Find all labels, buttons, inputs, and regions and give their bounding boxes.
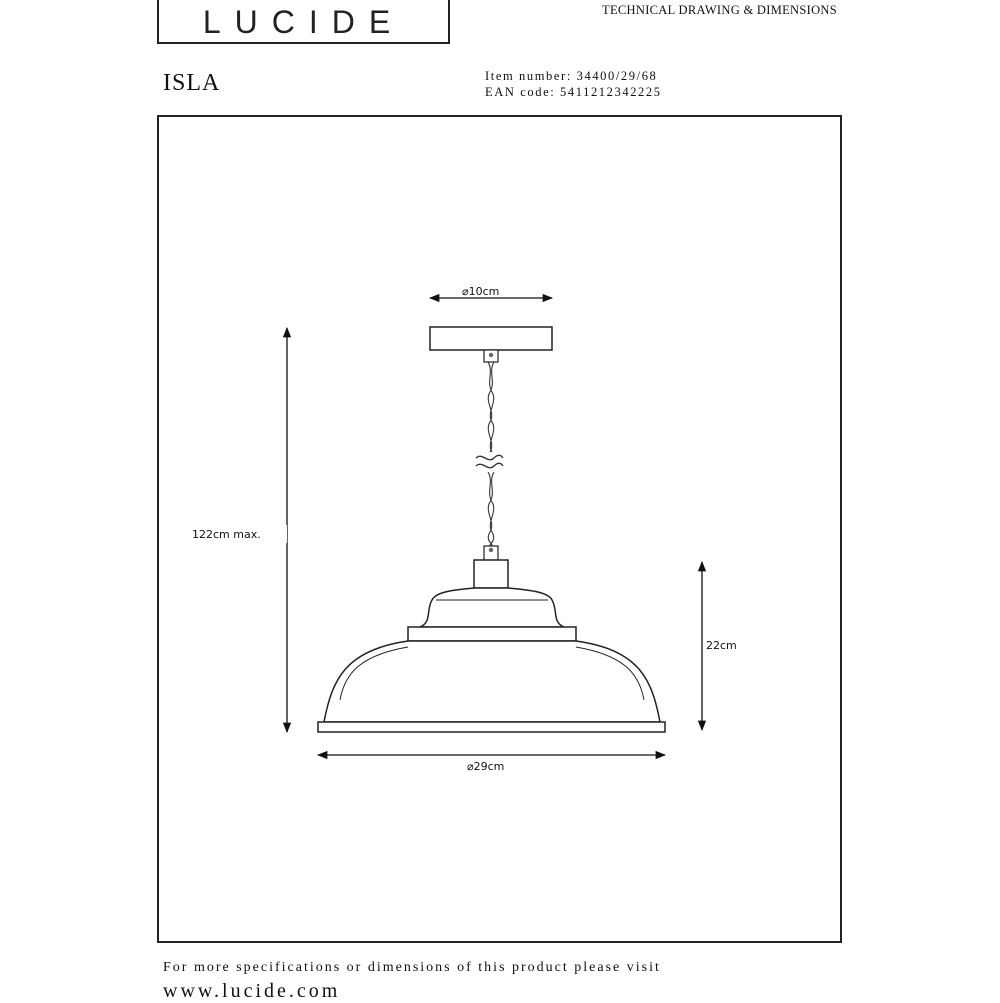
cord-break-mark-top [476,455,503,459]
footer-note: For more specifications or dimensions of this product please visit [163,960,661,975]
shade-clamp [484,546,498,560]
canopy [430,327,552,362]
shade-dome [324,641,660,722]
shade-clamp-screw [489,548,493,552]
ean-code: EAN code: 5411212342225 [485,85,662,99]
max-height-dimension [185,328,287,732]
shade-diameter-label: ⌀29cm [467,760,505,773]
canopy-body [430,327,552,350]
twisted-cord [476,362,503,547]
canopy-diameter-dimension [430,285,552,298]
item-number: Item number: 34400/29/68 [485,69,658,83]
shade-height-label: 22cm [706,639,737,652]
brand-logo-text: LUCIDE [202,4,405,40]
max-height-label: 122cm max. [192,528,261,541]
canopy-screw [489,353,493,357]
cord-break-mark-bottom [476,463,503,467]
shade-socket [474,560,508,588]
shade-neck [420,588,564,627]
shade-height-dimension [702,562,755,730]
header-title: TECHNICAL DRAWING & DIMENSIONS [602,3,837,17]
footer-url-link[interactable]: www.lucide.com [163,980,341,1002]
lamp-shade [318,560,665,732]
product-name: ISLA [163,70,221,96]
shade-diameter-dimension [318,755,665,773]
shade-rim [318,722,665,732]
shade-collar [408,627,576,641]
canopy-diameter-label: ⌀10cm [462,285,500,298]
